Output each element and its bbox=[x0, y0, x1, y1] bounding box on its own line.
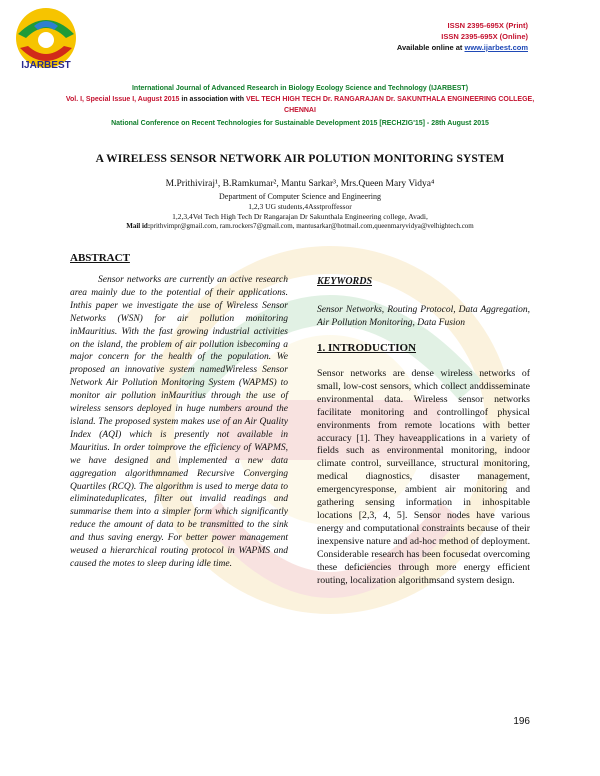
mail-ids: prithvimpr@gmail.com, ram.rockers7@gmail.com, mantusarkar@hotmail.com,queenmaryvidya@velhightech.com bbox=[150, 222, 474, 230]
author-roles: 1,2,3 UG students,4Asstproffessor bbox=[248, 202, 352, 211]
paper-authors: M.Prithiviraj¹, B.Ramkumar², Mantu Sarkar³, Mrs.Queen Mary Vidya⁴ bbox=[165, 179, 435, 189]
conference-line: National Conference on Recent Technologies for Sustainable Development 2015 [RECHZIG'15] - 28th August 2015 bbox=[111, 120, 489, 127]
keywords-heading: KEYWORDS bbox=[317, 276, 373, 287]
institution: 1,2,3,4Vel Tech High Tech Dr Rangarajan Dr Sakunthala Engineering college, Avadi, bbox=[172, 212, 428, 221]
issn-block bbox=[397, 20, 528, 53]
college-name: VEL TECH HIGH TECH Dr. RANGARAJAN Dr. SAKUNTHALA ENGINEERING COLLEGE, CHENNAI bbox=[245, 96, 535, 114]
association-text: in association with bbox=[181, 96, 245, 103]
abstract-heading: ABSTRACT bbox=[70, 252, 130, 264]
keywords-body: Sensor Networks, Routing Protocol, Data Aggregation, Air Pollution Monitoring, Data Fusion bbox=[317, 305, 530, 328]
left-column bbox=[70, 252, 288, 571]
volume-line bbox=[62, 94, 538, 116]
page-number: 196 bbox=[513, 716, 530, 727]
mail-label: Mail id: bbox=[126, 222, 151, 230]
available-online bbox=[397, 42, 528, 53]
available-prefix: Available online at bbox=[396, 43, 463, 52]
paper-title: A WIRELESS SENSOR NETWORK AIR POLUTION MONITORING SYSTEM bbox=[95, 153, 505, 165]
issn-online: ISSN 2395-695X (Online) bbox=[441, 32, 528, 41]
journal-name: International Journal of Advanced Research in Biology Ecology Science and Technology (IJARBEST) bbox=[131, 85, 469, 92]
affiliation-block bbox=[40, 192, 560, 222]
abstract-body: Sensor networks are currently an active research area mainly due to the potential of their applications. Inthis paper we investigate the use of Wireless Sensor Networks (WSN) for air pollution monitoring inMauritius. With the fast growing industrial activities on the island, the problem of air pollution isbecoming a major concern for the health of the population. We proposed an innovative system namedWireless Sensor Network Air Pollution Monitoring System (WAPMS) to monitor air pollution inMauritius through the use of wireless sensors deployed in huge numbers around the island. The proposed system makes use of an Air Quality Index (AQI) which is presently not available in Mauritius. In order toimprove the efficiency of WAPMS, we have designed and implemented a new data aggregation algorithmnamed Recursive Converging Quartiles (RCQ). The algorithm is used to merge data to eliminateduplicates, filter out invalid readings and summarise them into a simpler form which significantly reduce the amount of data to be transmitted to the sink and thus saving energy. For better power management weused a hierarchical routing protocol in WAPMS and caused the motes to sleep during idle time. bbox=[70, 275, 288, 569]
mail-line bbox=[40, 222, 560, 230]
introduction-heading: 1. INTRODUCTION bbox=[317, 342, 417, 354]
department: Department of Computer Science and Engineering bbox=[219, 192, 381, 201]
volume-issue: Vol. I, Special Issue I, August 2015 bbox=[65, 96, 180, 103]
introduction-body: Sensor networks are dense wireless networks of small, low-cost sensors, which collect anddisseminate environmental data. Wireless sensor networks facilitate monitoring and controllingof physical environments from remote locations with better accuracy [1]. They haveapplications in a variety of fields such as environmental monitoring, indoor climate control, surveillance, structural monitoring, medical diagnostics, disaster management, emergencyresponse, ambient air monitoring and gathering sensing information in inhospitable locations [2,3, 4, 5]. Sensor nodes have various energy and computational constraints because of their inexpensive nature and ad-hoc method of deployment. Considerable research has been focusedat overcoming these deficiencies through more energy efficient routing, localization algorithmsand system design. bbox=[317, 368, 531, 586]
issn-print: ISSN 2395-695X (Print) bbox=[447, 21, 528, 30]
right-column bbox=[317, 276, 530, 587]
journal-website-link[interactable]: www.ijarbest.com bbox=[464, 43, 528, 52]
logo-label: IJARBEST bbox=[21, 60, 71, 71]
journal-header bbox=[62, 83, 538, 116]
